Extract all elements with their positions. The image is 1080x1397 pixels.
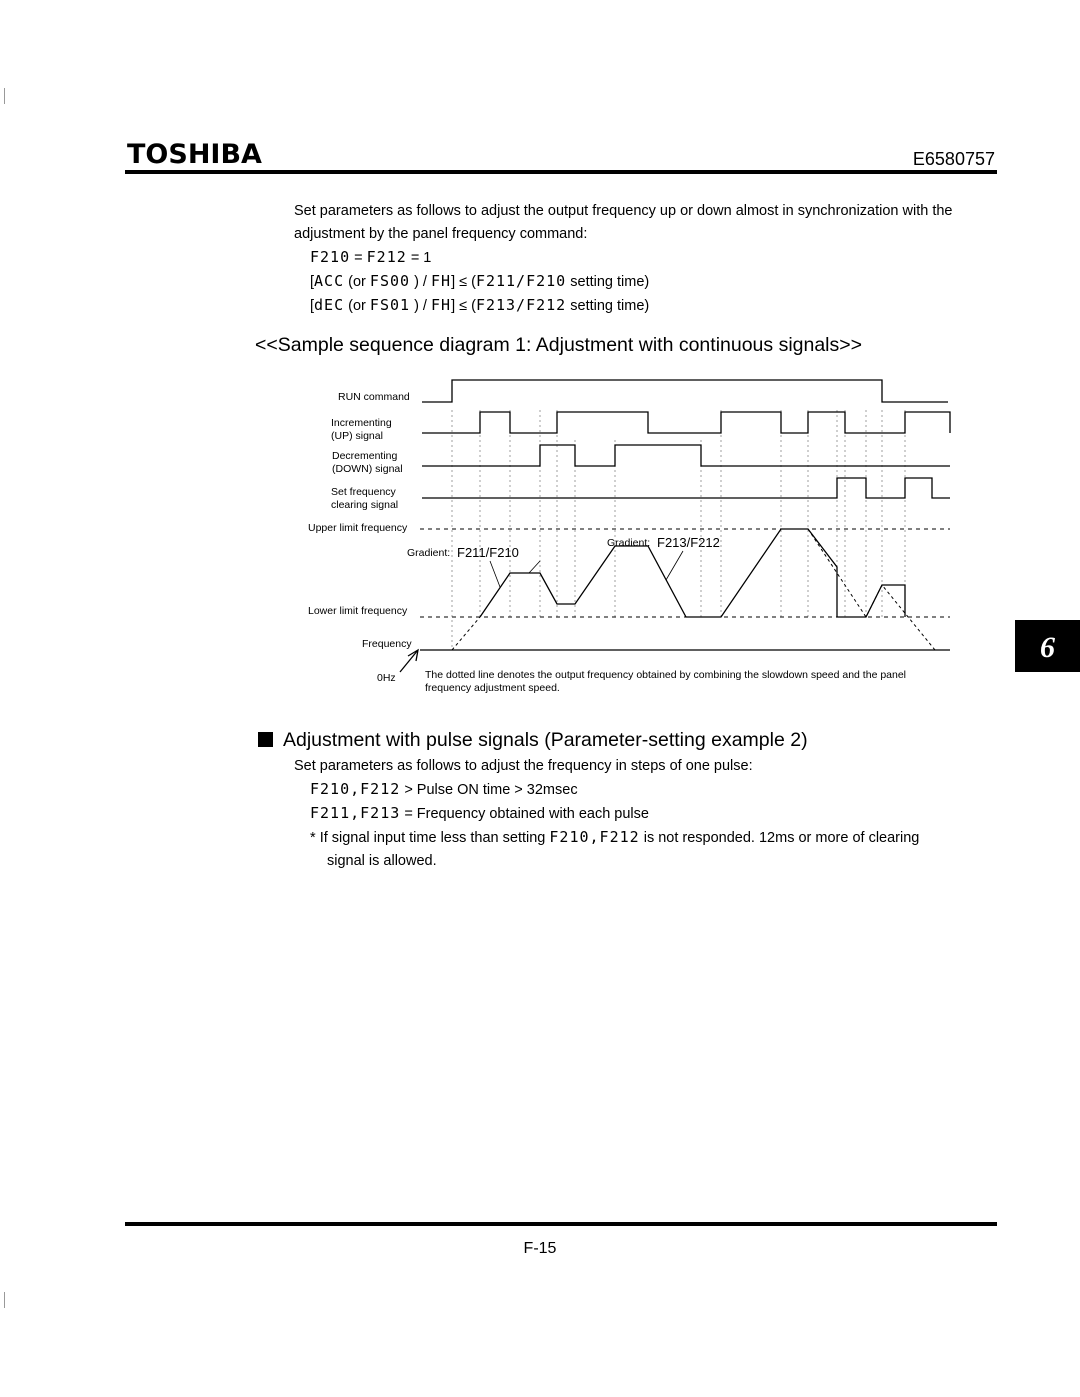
pulse-note-continued: signal is allowed. [327,853,437,869]
intro-line-1: Set parameters as follows to adjust the output frequency up or down almost in synchronization with the [294,203,953,219]
toshiba-logo: TOSHIBA [127,139,262,170]
equation-2 [294,270,994,294]
gradient-2-param: F213/F212 [657,535,720,550]
run-command-label: RUN command [338,391,410,403]
sample-sequence-heading: <<Sample sequence diagram 1: Adjustment with continuous signals>> [255,334,863,356]
param-code: ACC [314,272,345,290]
combined-slowdown-trace [808,529,935,650]
note-asterisk: * [310,830,316,846]
param-code: dEC [314,296,345,314]
param-code: FS01 [369,296,411,314]
document-number: E6580757 [912,149,995,169]
run-command-signal [422,380,948,402]
equation-text: ) / [414,274,427,290]
lower-limit-label: Lower limit frequency [308,605,408,617]
down-signal-label-2: (DOWN) signal [332,463,403,475]
up-signal-label-2: (UP) signal [331,430,383,442]
equation-text: ) / [414,298,427,314]
pulse-equation-1 [294,778,994,802]
left-edge-mark-top [4,88,5,104]
up-signal [422,412,950,433]
note-text: is not responded. 12ms or more of clearing [643,830,920,846]
zero-hz-label: 0Hz [377,672,396,684]
param-code: FS00 [369,272,411,290]
equation-text: ] ≤ ( [451,298,476,314]
gradient-1-label: Gradient: [407,547,451,559]
frequency-label: Frequency [362,638,412,650]
pulse-heading-text: Adjustment with pulse signals (Parameter-setting example 2) [283,729,808,751]
intro-line-2: adjustment by the panel frequency command: [294,226,588,242]
param-code: FH [431,272,452,290]
pulse-line-1: Set parameters as follows to adjust the frequency in steps of one pulse: [294,758,753,774]
gradient-2-pointer [666,551,683,580]
param-code: F211/F210 [475,272,567,290]
clear-signal [422,478,950,498]
equation-text: (or [348,298,366,314]
gradient-1-pointer [529,561,540,573]
startup-trace [452,617,480,650]
equation-1 [294,246,994,270]
down-signal-label-1: Decrementing [332,450,398,462]
equation-tail: = Frequency obtained with each pulse [404,806,649,822]
pulse-section-body [294,755,994,873]
up-signal-label-1: Incrementing [331,417,392,429]
param-code: FH [431,296,452,314]
footer-rule [125,1222,997,1226]
chapter-tab: 6 [1015,620,1080,672]
down-signal [422,445,950,466]
frequency-axis-arrow [400,650,418,672]
equation-text: ] ≤ ( [451,274,476,290]
gradient-1-pointer [490,561,500,587]
param-code: F210,F212 [310,780,401,798]
equation-3 [294,294,994,318]
equation-tail: = 1 [410,250,432,266]
page-number: F-15 [523,1240,557,1257]
param-code: F210,F212 [549,828,640,846]
diagram-note-line-2: frequency adjustment speed. [425,682,560,694]
equation-text: (or [348,274,366,290]
pulse-note [294,826,994,850]
param-code: F213/F212 [475,296,567,314]
pulse-section-heading [258,729,808,752]
clear-signal-label-1: Set frequency [331,486,396,498]
bracket: [ [310,274,315,290]
equation-tail: setting time) [570,298,650,314]
equation-tail: > Pulse ON time > 32msec [404,782,578,798]
upper-limit-label: Upper limit frequency [308,522,408,534]
diagram-note-line-1: The dotted line denotes the output frequency obtained by combining the slowdown speed and the panel [425,669,907,681]
header-rule [125,170,997,174]
bullet-square-icon [258,732,273,747]
param-code: F210 [310,248,351,266]
param-code: F212 [366,248,407,266]
bracket: [ [310,298,315,314]
pulse-equation-2 [294,802,994,826]
note-text: If signal input time less than setting [319,830,546,846]
gradient-2-label: Gradient: [607,537,651,549]
param-code: F211,F213 [310,804,401,822]
equation-operator: = [354,250,363,266]
clear-signal-label-2: clearing signal [331,499,399,511]
equation-tail: setting time) [570,274,650,290]
left-edge-mark-bottom [4,1292,5,1308]
gradient-1-param: F211/F210 [457,545,519,560]
timing-diagram [0,370,1080,700]
intro-block [294,200,994,318]
